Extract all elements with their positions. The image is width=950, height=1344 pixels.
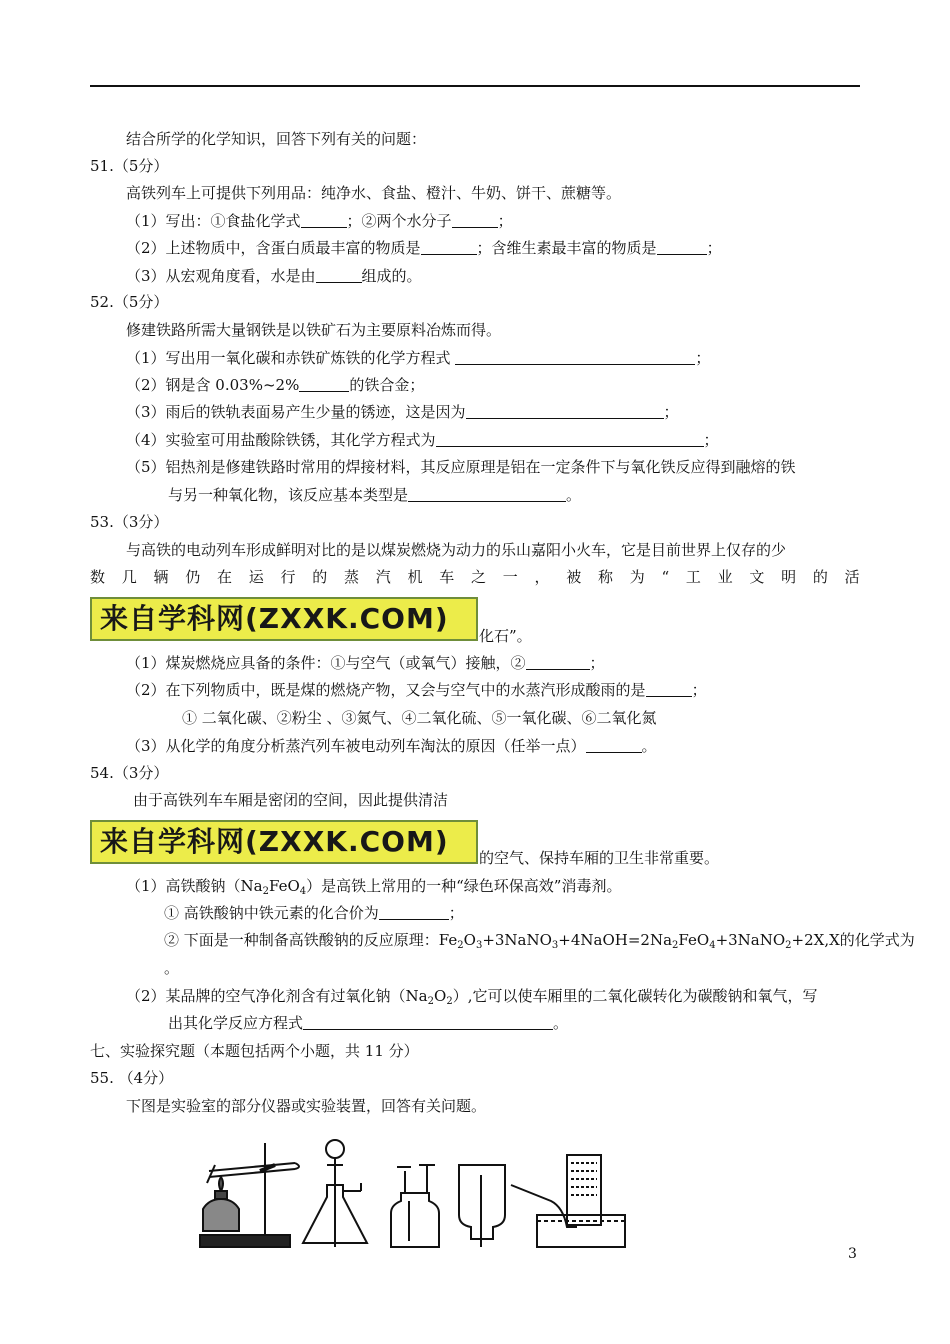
- q53-stem-line2: 数 几 辆 仍 在 运 行 的 蒸 汽 机 车 之 一 ， 被 称 为 “ 工 业 文 明 的 活: [90, 568, 860, 586]
- answer-blank[interactable]: [436, 431, 704, 447]
- answer-blank[interactable]: [657, 239, 707, 255]
- q52-number: 52.（5分）: [90, 293, 169, 311]
- q52-part4: （4）实验室可用盐酸除铁锈，其化学方程式为 ；: [126, 431, 719, 449]
- q54-sub1: ① 高铁酸钠中铁元素的化合价为 ；: [164, 904, 464, 922]
- lab-apparatus-figure: [195, 1135, 645, 1255]
- answer-blank[interactable]: [299, 376, 349, 392]
- q51-number: 51.（5分）: [90, 157, 169, 175]
- q53-options: ① 二氧化碳、②粉尘 、③氮气、④二氧化硫、⑤一氧化碳、⑥二氧化氮: [182, 709, 657, 727]
- answer-blank[interactable]: [303, 1014, 553, 1030]
- page-number: 3: [848, 1246, 857, 1262]
- q52-part5: （5）铝热剂是修建铁路时常用的焊接材料，其反应原理是铝在一定条件下与氧化铁反应得到融熔的铁: [126, 458, 796, 476]
- q51-part2: （2）上述物质中，含蛋白质最丰富的物质是 ；含维生素最丰富的物质是 ；: [126, 239, 722, 257]
- q53-stem-line1: 与高铁的电动列车形成鲜明对比的是以煤炭燃烧为动力的乐山嘉阳小火车，它是目前世界上仅存的少: [126, 541, 787, 559]
- intro-text: 结合所学的化学知识，回答下列有关的问题：: [126, 130, 427, 148]
- answer-blank[interactable]: [452, 212, 498, 228]
- q53-stem-line3: 化石”。: [479, 627, 532, 645]
- answer-blank[interactable]: [586, 737, 642, 753]
- q55-number: 55. （4分）: [90, 1069, 174, 1087]
- answer-blank[interactable]: [301, 212, 347, 228]
- watermark-banner: 来自学科网(ZXXK.COM): [90, 597, 478, 641]
- q54-sub2: ② 下面是一种制备高铁酸钠的反应原理：$Fe_2O_3+3NaNO_3+4NaOH=2Na_2FeO_4+3NaNO_2+2X,X$的化学式为: [164, 931, 915, 951]
- q53-part3: （3）从化学的角度分析蒸汽列车被电动列车淘汰的原因（任举一点） 。: [126, 737, 657, 755]
- answer-blank[interactable]: [421, 239, 477, 255]
- q52-part1: （1）写出用一氧化碳和赤铁矿炼铁的化学方程式 ；: [126, 349, 711, 367]
- q54-sub2-end: 。: [164, 959, 180, 977]
- iron-stand-with-test-tube: [200, 1143, 299, 1247]
- answer-blank[interactable]: [646, 681, 692, 697]
- inverted-bottle: [459, 1165, 505, 1247]
- gas-washing-bottle: [391, 1165, 439, 1247]
- answer-blank[interactable]: [526, 654, 590, 670]
- q54-stem-line2: 的空气、保持车厢的卫生非常重要。: [479, 849, 720, 867]
- q53-number: 53.（3分）: [90, 513, 169, 531]
- q53-part1: （1）煤炭燃烧应具备的条件：①与空气（或氧气）接触，② ；: [126, 654, 605, 672]
- reaction-equation: $Fe_2O_3+3NaNO_3+4NaOH=2Na_2FeO_4+3NaNO_2+2X$: [438, 931, 825, 951]
- conical-flask-with-funnel: [303, 1140, 367, 1247]
- q55-stem: 下图是实验室的部分仪器或实验装置，回答有关问题。: [126, 1097, 487, 1115]
- header-rule: [90, 85, 860, 87]
- answer-blank[interactable]: [316, 267, 362, 283]
- q51-part1: （1）写出：①食盐化学式 ；②两个水分子 ；: [126, 212, 513, 230]
- q52-part3: （3）雨后的铁轨表面易产生少量的锈迹，这是因为 ；: [126, 403, 679, 421]
- q53-part2: （2）在下列物质中，既是煤的燃烧产物，又会与空气中的水蒸汽形成酸雨的是 ；: [126, 681, 707, 699]
- q51-part3: （3）从宏观角度看，水是由 组成的。: [126, 267, 422, 285]
- watermark-banner: 来自学科网(ZXXK.COM): [90, 820, 478, 864]
- q51-stem: 高铁列车上可提供下列用品：纯净水、食盐、橙汁、牛奶、饼干、蔗糖等。: [126, 184, 622, 202]
- q54-stem-line1: 由于高铁列车车厢是密闭的空间，因此提供清洁: [133, 791, 449, 809]
- q52-part2: （2）钢是含 0.03%~2% 的铁合金；: [126, 376, 425, 394]
- section7-title: 七、实验探究题（本题包括两个小题，共 11 分）: [90, 1042, 419, 1060]
- q52-stem: 修建铁路所需大量钢铁是以铁矿石为主要原料冶炼而得。: [126, 321, 502, 339]
- q54-number: 54.（3分）: [90, 764, 169, 782]
- q54-part1: （1）高铁酸钠$(Na_2FeO_4)$是高铁上常用的一种“绿色环保高效”消毒剂。: [126, 877, 622, 897]
- answer-blank[interactable]: [466, 403, 664, 419]
- q52-part5-cont: 与另一种氧化物，该反应基本类型是 。: [168, 486, 582, 504]
- q54-part2: （2）某品牌的空气净化剂含有过氧化钠$(Na_2O_2)$,它可以使车厢里的二氧化碳转化为碳酸钠和氧气，写: [126, 987, 818, 1007]
- q54-part2-cont: 出其化学反应方程式 。: [168, 1014, 569, 1032]
- answer-blank[interactable]: [379, 904, 449, 920]
- answer-blank[interactable]: [408, 486, 566, 502]
- answer-blank[interactable]: [455, 349, 695, 365]
- water-trough-gas-collection: [511, 1155, 625, 1247]
